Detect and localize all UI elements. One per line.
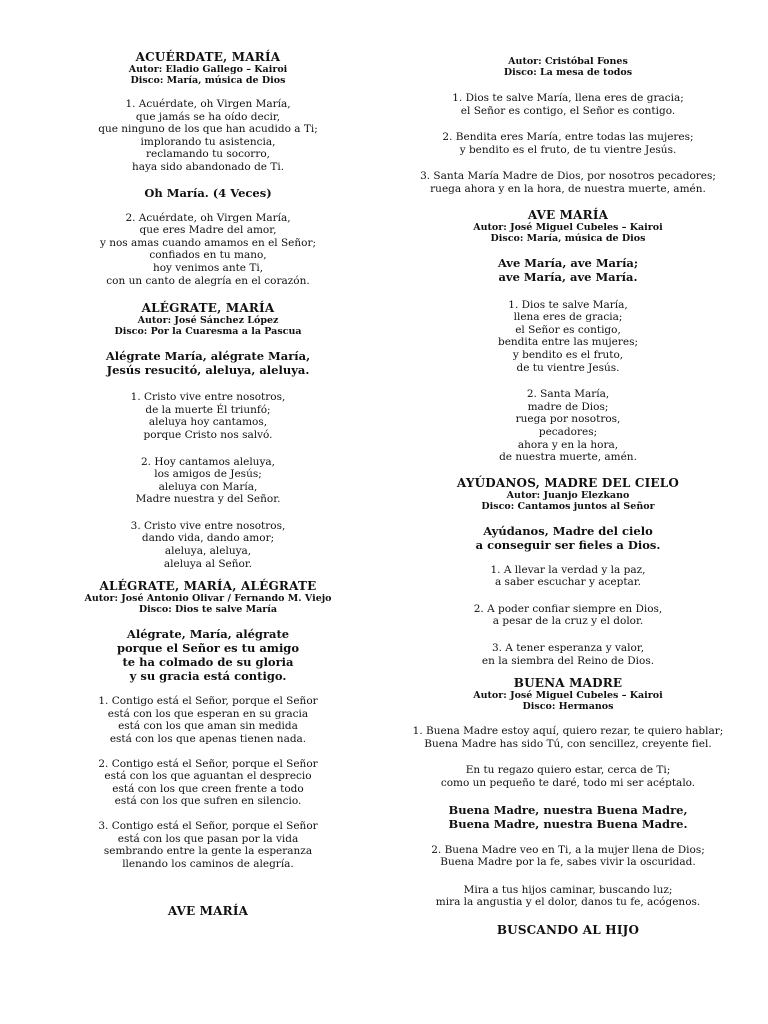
stanza [392,844,744,869]
lyric-line: está con los que esperan en su gracia [107,707,309,720]
lyric-line: 2. Buena Madre veo en Ti, a la mujer llena de Dios; [431,843,705,856]
song-title: BUSCANDO AL HIJO [496,923,640,937]
song-author: Autor: Eladio Gallego – Kairoi [128,64,288,75]
lyric-line: que jamás se ha oído decir, [135,110,281,123]
lyric-line: aleluya al Señor. [163,557,253,570]
lyric-line: en la siembra del Reino de Dios. [481,654,655,667]
song-ayudanos-madre-del-cielo [392,476,744,668]
song-album: Disco: La mesa de todos [503,67,633,78]
lyric-line: 2. Acuérdate, oh Virgen María, [125,211,291,224]
lyric-line: sembrando entre la gente la esperanza [103,845,313,858]
song-title: ALÉGRATE, MARÍA [141,301,275,316]
song-ave-maria-kairoi [392,208,744,464]
chorus-line: y su gracia está contigo. [129,669,287,684]
song-title: ACUÉRDATE, MARÍA [135,50,281,64]
lyric-line: mira la angustia y el dolor, danos tu fe, acógenos. [435,896,701,909]
lyric-line: el Señor es contigo, [515,323,621,336]
lyric-line: hoy venimos ante Ti, [152,261,264,274]
song-author: Autor: José Miguel Cubeles – Kairoi [473,690,663,702]
song-album: Disco: Por la Cuaresma a la Pascua [114,326,302,338]
stanza [392,725,744,750]
song-album: Disco: Dios te salve María [138,604,278,616]
song-title: ALÉGRATE, MARÍA, ALÉGRATE [99,579,317,594]
lyric-line: haya sido abandonado de Ti. [131,160,285,173]
song-author: Autor: José Miguel Cubeles – Kairoi [473,221,663,233]
lyric-line: está con los que sufren en silencio. [114,795,302,808]
lyric-line: los amigos de Jesús; [154,468,262,481]
chorus [32,627,384,683]
song-buena-madre [392,676,744,909]
chorus-line: Alégrate María, alégrate María, [105,349,311,364]
stanza [392,564,744,589]
chorus-line: ave María, ave María. [498,269,638,284]
stanza [32,695,384,745]
stanza [32,212,384,288]
lyric-line: 2. Bendita eres María, entre todas las mujeres; [442,131,694,144]
song-album: Disco: Cantamos juntos al Señor [481,500,655,512]
chorus-line: Ave María, ave María; [497,255,639,270]
lyric-line: 3. A tener esperanza y valor, [491,642,645,655]
lyric-line: el Señor es contigo, el Señor es contigo. [460,104,676,117]
stanza [392,170,744,195]
song-album: Disco: María, música de Dios [130,75,286,86]
lyric-line: y bendito es el fruto, de tu vientre Jesús. [459,143,677,156]
left-column [32,50,384,918]
song-album: Disco: Hermanos [522,701,614,713]
lyric-line: está con los que aman sin medida [118,720,298,733]
lyric-line: aleluya, aleluya, [164,545,252,558]
lyric-line: madre de Dios; [527,400,609,413]
chorus-line: Buena Madre, nuestra Buena Madre, [448,802,688,817]
stanza [32,820,384,870]
lyric-line: dando vida, dando amor; [141,532,275,545]
lyric-line: 2. Hoy cantamos aleluya, [141,455,275,468]
lyric-line: 2. Contigo está el Señor, porque el Señor [98,757,318,770]
song-ave-maria-fones [392,56,744,196]
lyric-line: bendita entre las mujeres; [497,336,639,349]
song-alegrate-maria-alegrate [32,579,384,870]
lyric-line: Madre nuestra y del Señor. [135,493,281,506]
chorus-line: porque el Señor es tu amigo [116,641,300,656]
stanza [392,388,744,464]
lyric-line: reclamando tu socorro, [145,148,271,161]
song-album: Disco: María, música de Dios [490,232,646,244]
stanza [392,603,744,628]
right-column [392,56,744,937]
lyric-line: En tu regazo quiero estar, cerca de Ti; [465,764,671,777]
lyric-line: 1. Contigo está el Señor, porque el Señor [98,695,318,708]
lyric-line: 2. Santa María, [526,388,610,401]
lyric-line: ruega por nosotros, [515,413,621,426]
lyric-line: ruega ahora y en la hora, de nuestra muerte, amén. [430,182,706,195]
song-ave-maria-heading [32,904,384,918]
lyric-line: está con los que aguantan el desprecio [104,770,312,783]
lyric-line: Buena Madre por la fe, sabes vivir la oscuridad. [440,856,696,869]
lyric-line: 1. Buena Madre estoy aquí, quiero rezar, te quiero hablar; [412,725,724,738]
lyric-line: 2. A poder confiar siempre en Dios, [473,602,663,615]
song-author: Autor: Juanjo Elezkano [506,489,630,501]
lyric-line: 1. A llevar la verdad y la paz, [490,563,646,576]
lyric-line: como un pequeño te daré, todo mi ser acéptalo. [440,777,696,790]
chorus-line: Buena Madre, nuestra Buena Madre. [448,816,688,831]
song-title: AYÚDANOS, MADRE DEL CIELO [456,475,680,490]
stanza [392,884,744,909]
stanza [32,98,384,174]
song-title: AVE MARÍA [167,904,249,919]
stanza [32,391,384,441]
stanza [32,520,384,570]
lyric-line: que ninguno de los que han acudido a Ti; [98,123,318,136]
lyric-line: 1. Dios te salve María, [508,298,628,311]
song-acuerdate-maria [32,50,384,287]
lyric-line: ahora y en la hora, [517,438,619,451]
chorus [32,186,384,200]
lyric-line: a saber escuchar y aceptar. [494,576,642,589]
stanza [392,131,744,156]
song-title: BUENA MADRE [513,676,623,691]
lyric-line: Mira a tus hijos caminar, buscando luz; [463,883,673,896]
chorus [392,803,744,831]
stanza [32,456,384,506]
lyric-line: aleluya hoy cantamos, [148,416,268,429]
lyric-line: llenando los caminos de alegría. [122,857,294,870]
lyric-line: de tu vientre Jesús. [516,361,620,374]
lyric-line: está con los que pasan por la vida [117,832,299,845]
song-author: Autor: José Sánchez López [137,315,279,327]
lyric-line: a pesar de la cruz y el dolor. [492,615,644,628]
chorus [392,256,744,284]
lyric-line: que eres Madre del amor, [139,224,277,237]
chorus-line: Ayúdanos, Madre del cielo [483,523,653,538]
lyric-line: y nos amas cuando amamos en el Señor; [99,236,317,249]
lyric-line: de la muerte Él triunfó; [145,403,271,416]
lyric-line: 3. Santa María Madre de Dios, por nosotros pecadores; [420,170,716,183]
lyric-line: confiados en tu mano, [149,249,267,262]
stanza [392,764,744,789]
chorus-line: te ha colmado de su gloria [122,655,294,670]
stanza [392,92,744,117]
lyric-line: está con los que apenas tienen nada. [109,733,307,746]
stanza [392,642,744,667]
stanza [392,299,744,375]
song-title: AVE MARÍA [527,207,609,222]
lyric-line: con un canto de alegría en el corazón. [106,274,310,287]
lyric-line: 3. Cristo vive entre nosotros, [130,519,286,532]
chorus-line: Oh María. (4 Veces) [144,185,272,200]
chorus-line: Alégrate, María, alégrate [126,627,290,642]
song-alegrate-maria [32,301,384,570]
chorus [32,349,384,377]
lyric-line: y bendito es el fruto, [512,348,624,361]
chorus-line: Jesús resucitó, aleluya, aleluya. [106,363,310,378]
song-buscando-al-hijo-heading [392,923,744,937]
lyric-line: implorando tu asistencia, [140,135,276,148]
song-author: Autor: José Antonio Olivar / Fernando M. Viejo [84,593,332,605]
lyric-line: llena eres de gracia; [513,311,623,324]
lyric-line: 1. Cristo vive entre nosotros, [130,391,286,404]
lyric-line: pecadores; [538,425,598,438]
lyric-line: porque Cristo nos salvó. [143,428,273,441]
lyric-line: Buena Madre has sido Tú, con sencillez, creyente fiel. [424,737,712,750]
song-author: Autor: Cristóbal Fones [508,56,628,67]
lyric-line: de nuestra muerte, amén. [499,451,637,464]
chorus-line: a conseguir ser fieles a Dios. [475,537,661,552]
chorus [392,524,744,552]
lyric-line: 1. Dios te salve María, llena eres de gracia; [452,92,684,104]
lyric-line: está con los que creen frente a todo [112,782,304,795]
lyric-line: 1. Acuérdate, oh Virgen María, [125,98,291,110]
lyric-line: aleluya con María, [158,480,258,493]
stanza [32,758,384,808]
lyric-line: 3. Contigo está el Señor, porque el Señor [98,820,318,832]
